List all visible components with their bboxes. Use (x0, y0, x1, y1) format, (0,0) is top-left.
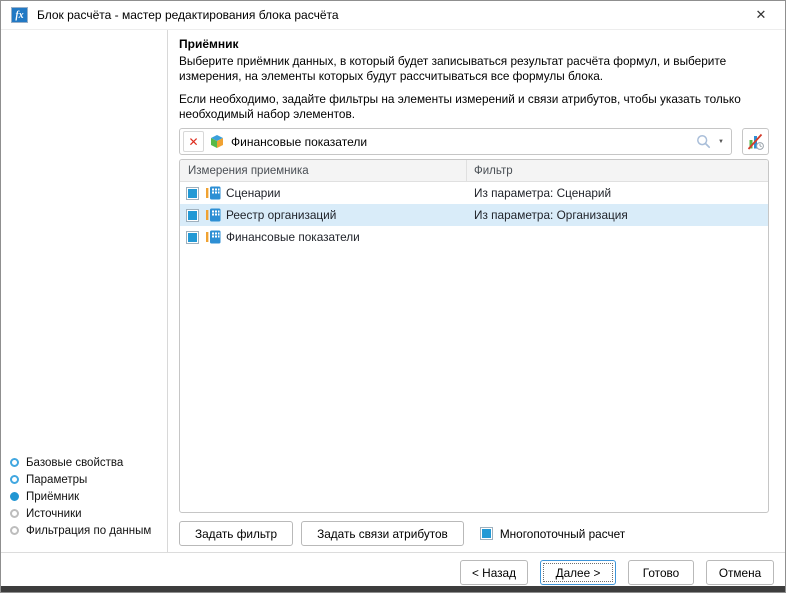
finish-button[interactable]: Готово (628, 560, 694, 585)
sidebar-item-data-filtering[interactable] (10, 522, 151, 539)
row-checkbox[interactable] (186, 187, 199, 200)
chevron-down-icon[interactable]: ▼ (718, 138, 724, 145)
close-button[interactable]: ✕ (755, 7, 767, 22)
sidebar-item-receiver[interactable] (10, 488, 151, 505)
cube-icon (209, 134, 225, 150)
app-fx-icon: fx (11, 7, 28, 23)
dimension-name: Финансовые показатели (226, 230, 360, 244)
back-button[interactable]: < Назад (460, 560, 528, 585)
column-header-dimensions[interactable]: Измерения приемника (180, 160, 467, 181)
page-title: Приёмник (179, 37, 239, 51)
dimension-icon (206, 230, 221, 244)
table-row[interactable] (180, 226, 768, 248)
step-radio-icon (10, 458, 19, 467)
step-label: Источники (26, 507, 82, 520)
table-row[interactable] (180, 204, 768, 226)
step-radio-icon (10, 509, 19, 518)
window-title: Блок расчёта - мастер редактирования блока расчёта (37, 8, 339, 22)
datasource-combo[interactable] (179, 128, 732, 155)
table-header (180, 160, 768, 182)
search-icon[interactable] (696, 134, 711, 149)
set-attribute-links-button[interactable]: Задать связи атрибутов (301, 521, 464, 546)
row-checkbox[interactable] (186, 209, 199, 222)
description-paragraph-2: Если необходимо, задайте фильтры на элементы измерений и связи атрибутов, чтобы указать только необходимый набор элементов. (179, 92, 741, 121)
window-bottom-shadow (1, 586, 785, 592)
step-radio-icon (10, 475, 19, 484)
chart-disabled-icon (747, 133, 765, 151)
cancel-button[interactable]: Отмена (706, 560, 774, 585)
sidebar-item-parameters[interactable] (10, 471, 151, 488)
sidebar-item-basic-properties[interactable] (10, 454, 151, 471)
column-header-filter[interactable]: Фильтр (474, 164, 513, 177)
main-content (179, 30, 769, 552)
dimension-filter: Из параметра: Сценарий (474, 186, 612, 200)
multithread-checkbox-group[interactable] (480, 527, 625, 541)
wizard-steps-sidebar (1, 30, 168, 552)
dimension-icon (206, 186, 221, 200)
step-label: Фильтрация по данным (26, 524, 152, 537)
disable-chart-button[interactable] (742, 128, 769, 155)
wizard-steps-list (10, 454, 151, 539)
titlebar (1, 1, 785, 30)
dimension-filter: Из параметра: Организация (474, 208, 628, 222)
multithread-label: Многопоточный расчет (499, 526, 626, 541)
step-radio-icon (10, 526, 19, 535)
multithread-checkbox[interactable] (480, 527, 493, 540)
step-label: Базовые свойства (26, 456, 124, 469)
dimension-name: Сценарии (226, 186, 281, 200)
table-row[interactable] (180, 182, 768, 204)
dimension-icon (206, 208, 221, 222)
step-label: Параметры (26, 473, 88, 486)
datasource-value: Финансовые показатели (231, 134, 368, 149)
next-button[interactable]: Далее > (540, 560, 616, 585)
table-actions (179, 521, 625, 546)
row-checkbox[interactable] (186, 231, 199, 244)
receiver-dimensions-table (179, 159, 769, 513)
clear-selection-button[interactable]: ✕ (183, 131, 204, 152)
step-label: Приёмник (26, 490, 80, 503)
dimension-name: Реестр организаций (226, 208, 337, 222)
step-radio-icon (10, 492, 19, 501)
set-filter-button[interactable]: Задать фильтр (179, 521, 293, 546)
description-paragraph-1: Выберите приёмник данных, в который будет записываться результат расчёта формул, и выберите измерения, на элементы которых будут рассчитываться все формулы блока. (179, 54, 727, 83)
sidebar-item-sources[interactable] (10, 505, 151, 522)
